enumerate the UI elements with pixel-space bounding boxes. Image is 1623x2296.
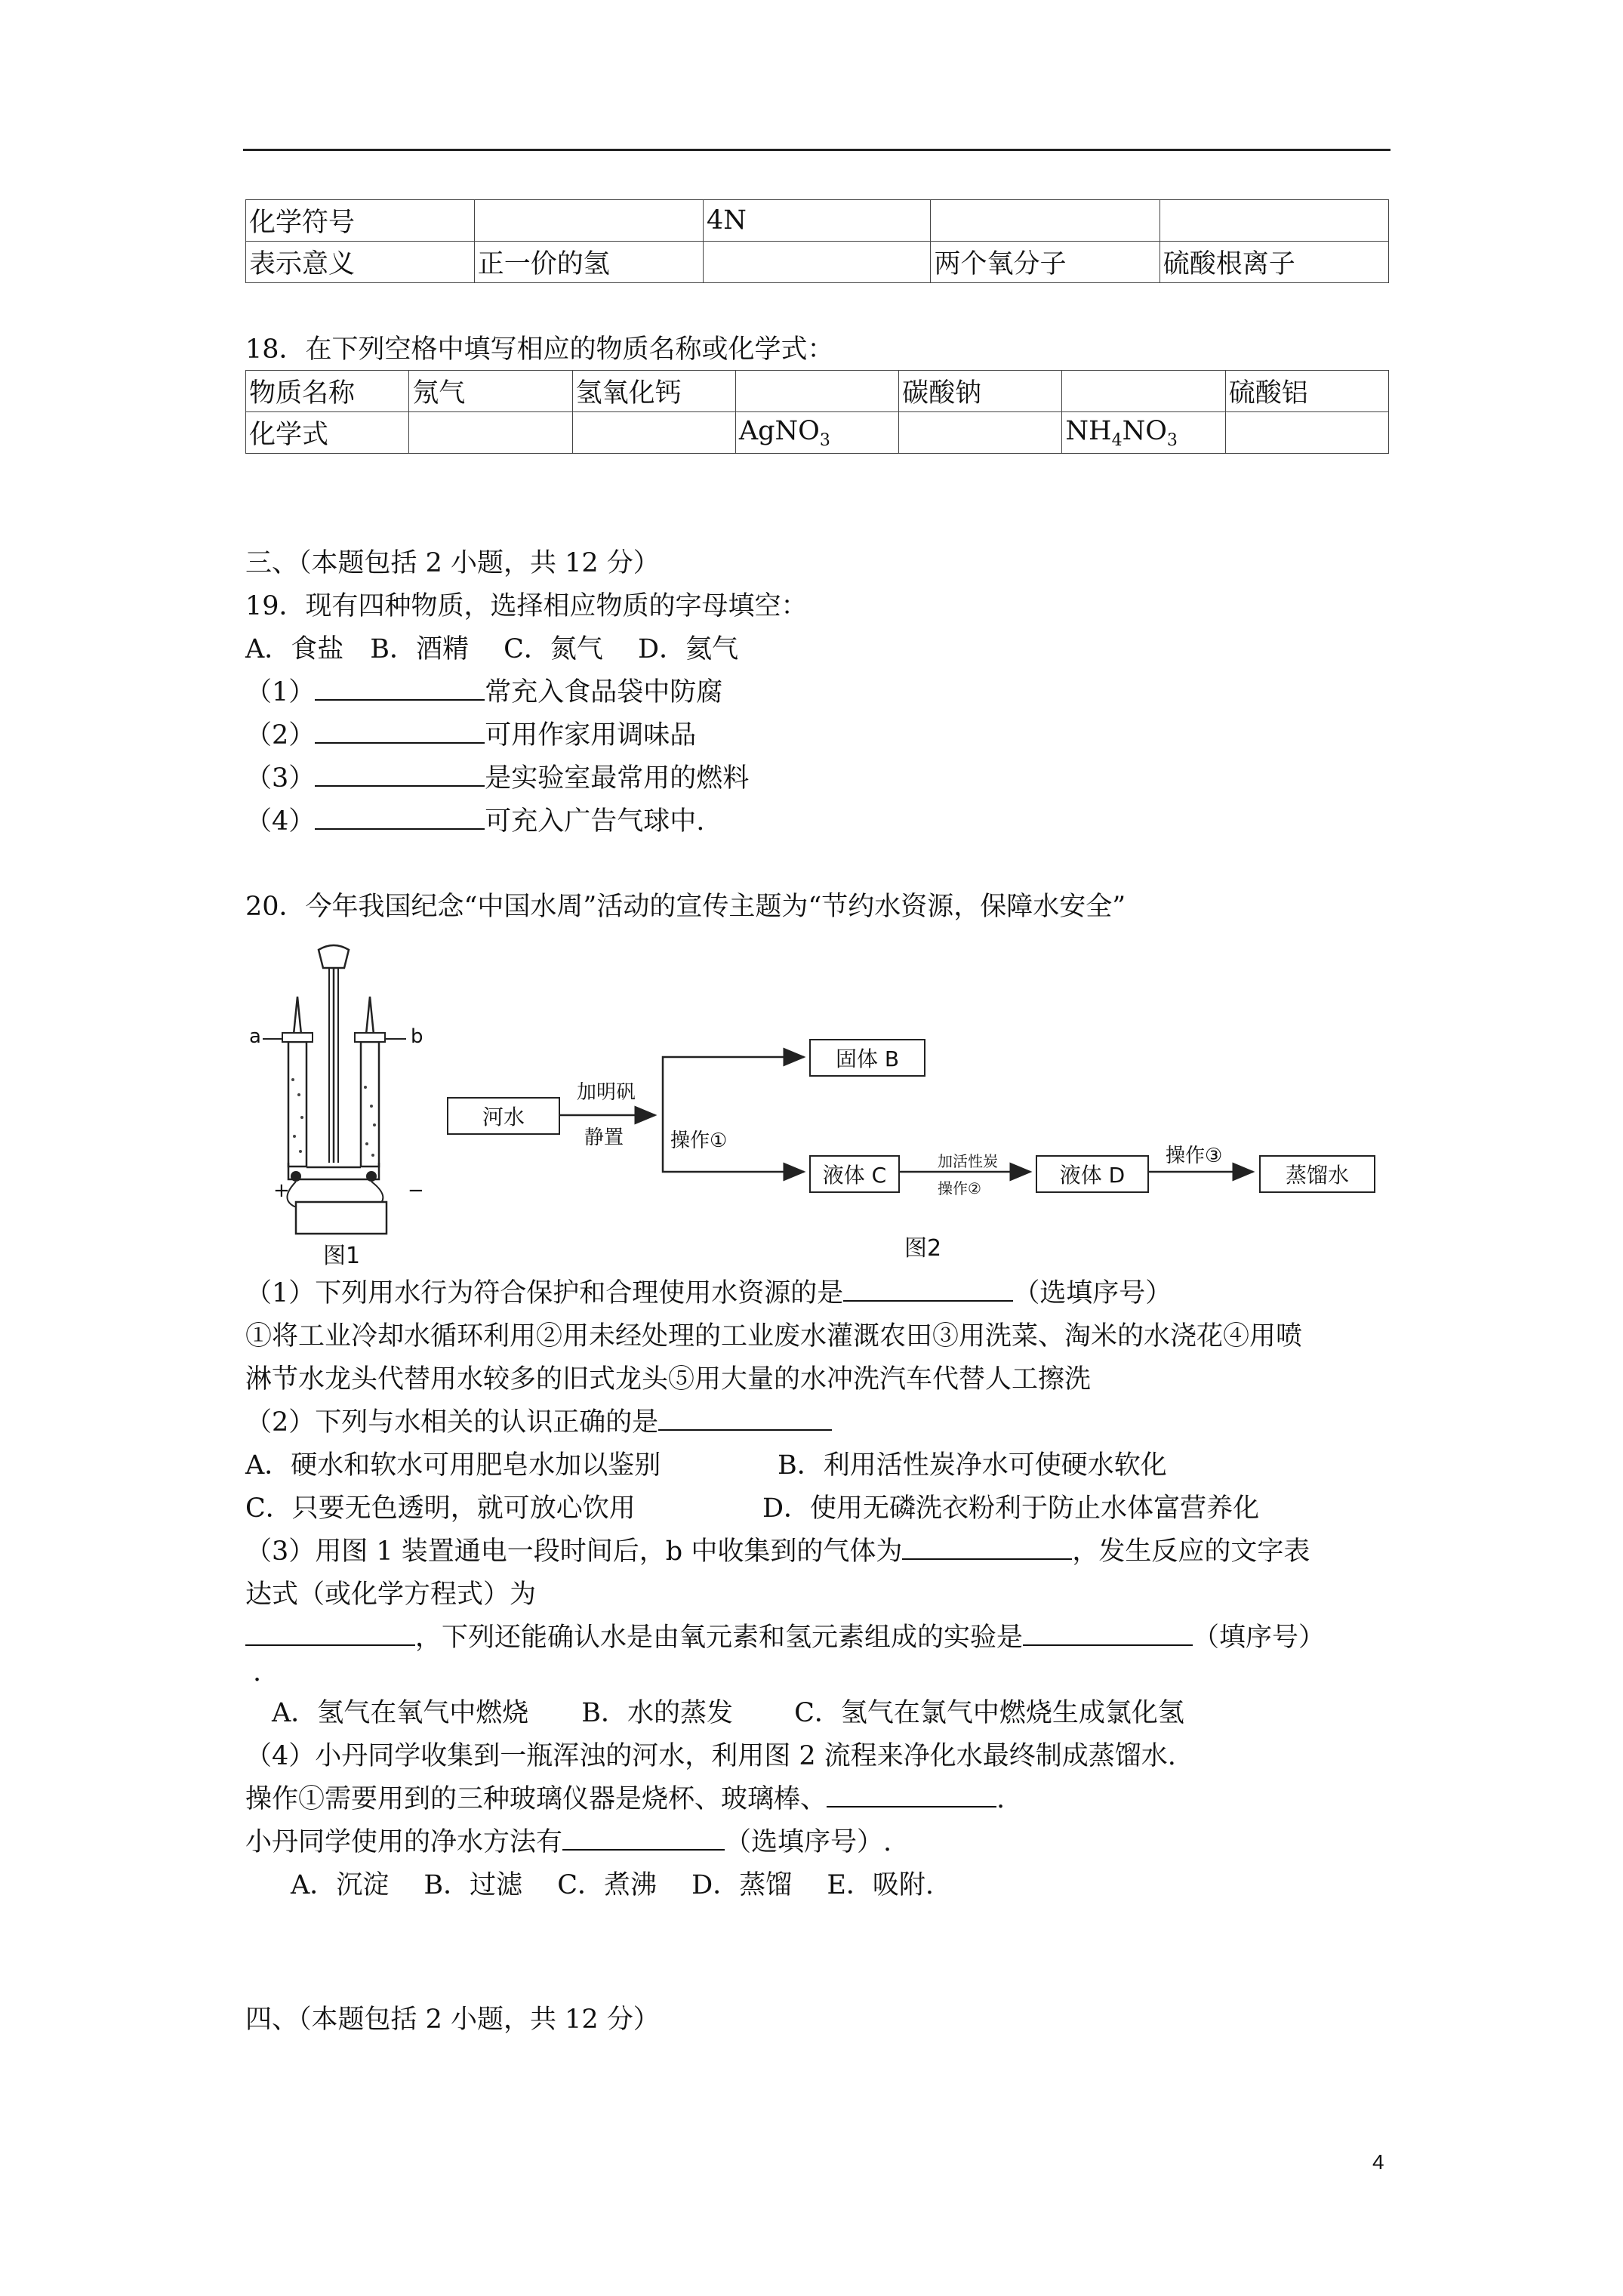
question-text: 操作①需要用到的三种玻璃仪器是烧杯、玻璃棒、 [245, 1784, 827, 1814]
question-text: 小丹同学使用的净水方法有 [245, 1827, 563, 1857]
q19-title: 19．现有四种物质，选择相应物质的字母填空： [245, 591, 808, 621]
formula-subscript: 3 [1166, 430, 1178, 450]
q20-part3-cont: 达式（或化学方程式）为 [245, 1579, 537, 1610]
figures [249, 936, 1397, 1268]
q20-part4: （4）小丹同学收集到一瓶浑浊的河水，利用图 2 流程来净化水最终制成蒸馏水. [245, 1741, 1176, 1771]
solid-b-box: 固体 B [809, 1039, 925, 1077]
table-row [246, 200, 1389, 242]
q20-title: 20．今年我国纪念“中国水周”活动的宣传主题为“节约水资源，保障水安全” [245, 892, 1126, 922]
table-cell [474, 200, 703, 242]
q20-option-a: A．硬水和软水可用肥皂水加以鉴别 [245, 1450, 661, 1481]
substance-table [245, 370, 1389, 454]
table-cell [735, 371, 898, 412]
q20-option-d: D．使用无磷洗衣粉利于防止水体富营养化 [762, 1493, 1260, 1524]
header-rule [243, 149, 1390, 151]
table-cell: 硫酸铝 [1225, 371, 1388, 412]
q19-options: A．食盐 B．酒精 C．氮气 D．氦气 [245, 634, 739, 664]
question-text: ，下列还能确认水是由氧元素和氢元素组成的实验是 [415, 1623, 1024, 1653]
table-cell [703, 242, 930, 283]
question-text: （2）下列与水相关的认识正确的是 [245, 1407, 659, 1438]
plus-sign: + [273, 1179, 290, 1202]
question-text: （选填序号）. [725, 1827, 892, 1857]
answer-blank[interactable] [245, 1622, 415, 1646]
q19-item [245, 718, 696, 753]
answer-blank[interactable] [1023, 1622, 1193, 1646]
question-text: （1）下列用水行为符合保护和合理使用水资源的是 [245, 1278, 844, 1308]
q20-part3 [245, 1534, 1310, 1569]
question-text: . [996, 1784, 1006, 1814]
formula-subscript: 3 [819, 430, 830, 450]
item-number: （1） [245, 677, 316, 707]
question-text: （选填序号） [1013, 1278, 1172, 1308]
question-text: （填序号） [1193, 1623, 1326, 1653]
table-cell: 物质名称 [246, 371, 409, 412]
answer-blank[interactable] [658, 1407, 832, 1431]
q20-part1-options: ①将工业冷却水循环利用②用未经处理的工业废水灌溉农田③用洗菜、淘米的水浇花④用喷 [245, 1321, 1303, 1351]
table-cell [1225, 412, 1388, 454]
answer-blank[interactable] [827, 1783, 996, 1808]
table-cell: 化学符号 [246, 200, 475, 242]
table-cell-agno3 [735, 412, 898, 454]
item-number: （4） [245, 806, 316, 837]
q20-option-b: B．利用活性炭净水可使硬水软化 [778, 1450, 1167, 1481]
distilled-water-box: 蒸馏水 [1259, 1155, 1375, 1193]
figure-1-caption: 图1 [323, 1243, 361, 1269]
table-cell: 硫酸根离子 [1160, 242, 1388, 283]
operation-3-label: 操作③ [1166, 1145, 1223, 1167]
table-cell-nh4no3 [1062, 412, 1225, 454]
q20-part1 [245, 1276, 1172, 1311]
answer-blank[interactable] [902, 1536, 1072, 1560]
table-cell [899, 412, 1062, 454]
table-cell: 正一价的氢 [474, 242, 703, 283]
table-cell: 氖气 [409, 371, 572, 412]
label-a: a [249, 1025, 261, 1048]
item-text: 常充入食品袋中防腐 [485, 677, 723, 707]
table-row [246, 242, 1389, 283]
table-cell: 4N [703, 200, 930, 242]
q20-part3-line3 [245, 1620, 1325, 1655]
question-text: （3）用图 1 装置通电一段时间后，b 中收集到的气体为 [245, 1536, 903, 1567]
q18-title: 18．在下列空格中填写相应的物质名称或化学式： [245, 334, 834, 365]
q20-part3-options: A．氢气在氧气中燃烧 B．水的蒸发 C．氢气在氯气中燃烧生成氯化氢 [272, 1698, 1184, 1728]
formula-subscript: 4 [1111, 430, 1123, 450]
add-carbon-label: 加活性炭 [938, 1152, 998, 1170]
q20-part4-options: A．沉淀 B．过滤 C．煮沸 D．蒸馏 E．吸附. [291, 1870, 935, 1900]
formula-text: NO [1122, 415, 1167, 446]
add-alum-label: 加明矾 [577, 1081, 636, 1104]
item-text: 可用作家用调味品 [485, 720, 697, 750]
q19-item [245, 804, 704, 839]
table-cell [1160, 200, 1388, 242]
item-text: 是实验室最常用的燃料 [485, 763, 750, 794]
q20-part3-dot: . [253, 1657, 262, 1687]
q20-part4-line3 [245, 1825, 892, 1860]
answer-blank[interactable] [562, 1826, 725, 1851]
minus-sign: − [408, 1179, 424, 1202]
answer-blank[interactable] [315, 720, 485, 744]
answer-blank[interactable] [315, 676, 485, 701]
operation-2-label: 操作② [938, 1179, 981, 1197]
table-row [246, 412, 1389, 454]
table-cell [1062, 371, 1225, 412]
table-cell: 两个氧分子 [931, 242, 1160, 283]
item-text: 可充入广告气球中. [485, 806, 705, 837]
table-row [246, 371, 1389, 412]
table-cell: 氢氧化钙 [572, 371, 735, 412]
table-cell [409, 412, 572, 454]
answer-blank[interactable] [315, 806, 485, 830]
table-cell [572, 412, 735, 454]
table-cell: 化学式 [246, 412, 409, 454]
flow-arrows [249, 936, 1397, 1238]
settle-label: 静置 [584, 1126, 624, 1149]
section-4-heading: 四、（本题包括 2 小题，共 12 分） [245, 2005, 660, 2035]
q19-item [245, 675, 722, 710]
item-number: （3） [245, 763, 316, 794]
question-text: ，发生反应的文字表 [1072, 1536, 1310, 1567]
section-3-heading: 三、（本题包括 2 小题，共 12 分） [245, 548, 660, 578]
river-water-box: 河水 [447, 1097, 560, 1135]
liquid-d-box: 液体 D [1036, 1155, 1149, 1193]
operation-1-label: 操作① [670, 1130, 728, 1152]
symbol-table [245, 199, 1389, 283]
q19-item [245, 761, 749, 796]
q20-part2 [245, 1405, 832, 1440]
q20-option-c: C．只要无色透明，就可放心饮用 [245, 1493, 636, 1524]
formula-text: AgNO [738, 415, 820, 446]
table-cell [931, 200, 1160, 242]
table-cell: 碳酸钠 [899, 371, 1062, 412]
q20-part1-options-cont: 淋节水龙头代替用水较多的旧式龙头⑤用大量的水冲洗汽车代替人工擦洗 [245, 1364, 1092, 1395]
liquid-c-box: 液体 C [809, 1155, 900, 1193]
formula-text: NH [1065, 415, 1112, 446]
figure-2-caption: 图2 [904, 1235, 942, 1262]
q20-part4-line2 [245, 1782, 1005, 1817]
page-number: 4 [1372, 2150, 1384, 2174]
answer-blank[interactable] [315, 763, 485, 787]
answer-blank[interactable] [843, 1277, 1013, 1302]
label-b: b [411, 1025, 423, 1048]
table-cell: 表示意义 [246, 242, 475, 283]
item-number: （2） [245, 720, 316, 750]
